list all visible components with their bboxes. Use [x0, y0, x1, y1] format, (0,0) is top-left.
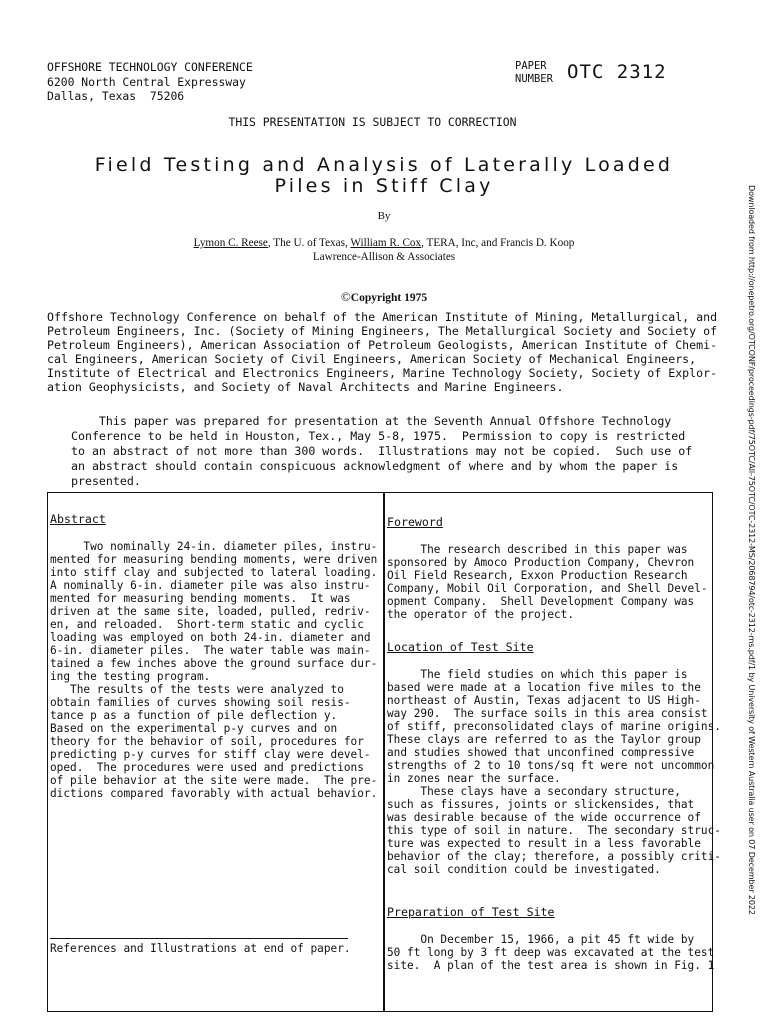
location-line: way 290. The surface soils in this area consist — [387, 707, 708, 720]
title-line-1: Field Testing and Analysis of Laterally Loaded — [94, 154, 674, 176]
intro-line: Petroleum Engineers), American Association of Petroleum Geologists, American Institute of Chemi- — [47, 338, 718, 352]
abstract-line: 6-in. diameter piles. The water table was main- — [50, 644, 371, 657]
location-line: based were made at a location five miles to the — [387, 681, 701, 694]
references-note: References and Illustrations at end of paper. — [50, 942, 351, 955]
preparation-line: On December 15, 1966, a pit 45 ft wide by — [387, 933, 695, 946]
location-body — [387, 668, 721, 876]
sponsor-paragraph — [47, 310, 718, 394]
presentation-line: This paper was prepared for presentation at the Seventh Annual Offshore Technology — [71, 414, 672, 428]
foreword-line: the operator of the project. — [387, 608, 575, 621]
foreword-line: sponsored by Amoco Production Company, Chevron — [387, 556, 695, 569]
paper-number-block — [515, 60, 667, 86]
correction-notice: THIS PRESENTATION IS SUBJECT TO CORRECTION — [228, 115, 517, 129]
affiliation-2: , TERA, Inc, and Francis D. Koop — [421, 237, 575, 249]
location-line: cal soil condition could be investigated. — [387, 863, 661, 876]
presentation-line: an abstract should contain conspicuous acknowledgment of where and by whom the paper is — [71, 459, 679, 473]
abstract-line: driven at the same site, loaded, pulled, redriv- — [50, 605, 371, 618]
org-line: OFFSHORE TECHNOLOGY CONFERENCE — [47, 60, 253, 74]
location-line: was desirable because of the wide occurrence of — [387, 811, 701, 824]
abstract-line: obtain families of curves showing soil resis- — [50, 696, 351, 709]
org-line: 6200 North Central Expressway — [47, 74, 246, 89]
presentation-line: to an abstract of not more than 300 words. Illustrations may not be copied. Such use of — [71, 444, 693, 458]
title-line-2: Piles in Stiff Clay — [274, 175, 494, 197]
location-line: These clays have a secondary structure, — [387, 785, 681, 798]
intro-line: Institute of Electrical and Electronics Engineers, Marine Technology Society, Society of Explor- — [47, 366, 718, 380]
abstract-line: mented for measuring bending moments, were driven — [50, 553, 378, 566]
location-line: These clays are referred to as the Taylor group — [387, 733, 701, 746]
intro-line: Petroleum Engineers, Inc. (Society of Mining Engineers, The Metallurgical Society and Society of — [47, 324, 718, 338]
conference-address — [47, 60, 253, 104]
abstract-line: ing the testing program. — [50, 670, 211, 683]
abstract-line: Based on the experimental p-y curves and on — [50, 722, 338, 735]
presentation-line: Conference to be held in Houston, Tex., May 5-8, 1975. Permission to copy is restricted — [71, 429, 686, 443]
foreword-line: opment Company. Shell Development Company was — [387, 595, 695, 608]
footnote-rule — [50, 938, 348, 939]
foreword-line: Oil Field Research, Exxon Production Research — [387, 569, 688, 582]
org-line: Dallas, Texas 75206 — [47, 89, 185, 103]
authors-line-2: Lawrence-Allison & Associates — [312, 251, 456, 263]
presentation-line: presented. — [71, 474, 141, 488]
download-notice — [744, 185, 758, 945]
location-line: behavior of the clay; therefore, a possibly criti- — [387, 850, 721, 863]
presentation-paragraph — [71, 414, 711, 489]
abstract-line: theory for the behavior of soil, procedures for — [50, 735, 364, 748]
location-line: such as fissures, joints or slickensides, that — [387, 798, 695, 811]
column-divider — [383, 493, 385, 1011]
number-label: NUMBER — [515, 73, 553, 85]
location-line: strengths of 2 to 10 tons/sq ft were not uncommon — [387, 759, 715, 772]
by-label: By — [377, 210, 391, 222]
location-line: northeast of Austin, Texas adjacent to US High- — [387, 694, 701, 707]
paper-label: PAPER — [515, 60, 547, 72]
abstract-line: mented for measuring bending moments. It was — [50, 592, 351, 605]
preparation-line: 50 ft long by 3 ft deep was excavated at the test — [387, 946, 715, 959]
paper-number: OTC 2312 — [567, 61, 667, 83]
abstract-line: into stiff clay and subjected to lateral loading. — [50, 566, 378, 579]
abstract-body — [50, 540, 377, 800]
copyright — [0, 289, 768, 305]
author-reese: Lymon C. Reese — [193, 237, 268, 249]
preparation-heading: Preparation of Test Site — [387, 905, 555, 919]
abstract-line: A nominally 6-in. diameter pile was also instru- — [50, 579, 371, 592]
download-notice-text: Downloaded from http://onepetro.org/OTCONF/proceedings-pdf/75OTC/All-75OTC/OTC-2312-MS/2068794/otc-2312-ms.pdf/1 by University of Western Australia user on 07 December 2022 — [747, 185, 757, 915]
preparation-line: site. A plan of the test area is shown in Fig. 1 — [387, 959, 715, 972]
author-cox: William R. Cox — [350, 237, 422, 249]
abstract-line: tained a few inches above the ground surface dur- — [50, 657, 378, 670]
copyright-symbol: © — [340, 289, 351, 304]
authors-line-1 — [0, 236, 768, 250]
foreword-line: Company, Mobil Oil Corporation, and Shell Devel- — [387, 582, 708, 595]
abstract-line: tance p as a function of pile deflection y. — [50, 709, 338, 722]
abstract-line: The results of the tests were analyzed to — [50, 683, 344, 696]
authors — [0, 236, 768, 264]
intro-line: ation Geophysicists, and Society of Naval Architects and Marine Engineers. — [47, 380, 564, 394]
abstract-line: Two nominally 24-in. diameter piles, instru- — [50, 540, 378, 553]
location-line: and studies showed that unconfined compressive — [387, 746, 695, 759]
abstract-line: loading was employed on both 24-in. diameter and — [50, 631, 371, 644]
abstract-line: en, and reloaded. Short-term static and cyclic — [50, 618, 364, 631]
location-line: ture was expected to result in a less favorable — [387, 837, 701, 850]
location-line: The field studies on which this paper is — [387, 668, 688, 681]
abstract-line: oped. The procedures were used and predictions — [50, 761, 364, 774]
abstract-line: dictions compared favorably with actual behavior. — [50, 787, 378, 800]
location-line: in zones near the surface. — [387, 772, 561, 785]
foreword-heading: Foreword — [387, 515, 443, 529]
preparation-body — [387, 933, 714, 972]
copyright-text: Copyright 1975 — [350, 292, 428, 304]
intro-line: cal Engineers, American Society of Civil Engineers, American Society of Mechanical Engineers, — [47, 352, 697, 366]
foreword-line: The research described in this paper was — [387, 543, 688, 556]
foreword-body — [387, 543, 708, 621]
abstract-heading: Abstract — [50, 512, 106, 526]
abstract-line: predicting p-y curves for stiff clay were devel- — [50, 748, 371, 761]
location-heading: Location of Test Site — [387, 640, 534, 654]
location-line: of stiff, preconsolidated clays of marine origins. — [387, 720, 721, 733]
location-line: this type of soil in nature. The secondary struc- — [387, 824, 721, 837]
intro-line: Offshore Technology Conference on behalf of the American Institute of Mining, Metallurgical, and — [47, 310, 718, 324]
abstract-line: of pile behavior at the site were made. The pre- — [50, 774, 378, 787]
paper-title — [0, 155, 768, 197]
affiliation-1: , The U. of Texas, — [267, 237, 351, 249]
